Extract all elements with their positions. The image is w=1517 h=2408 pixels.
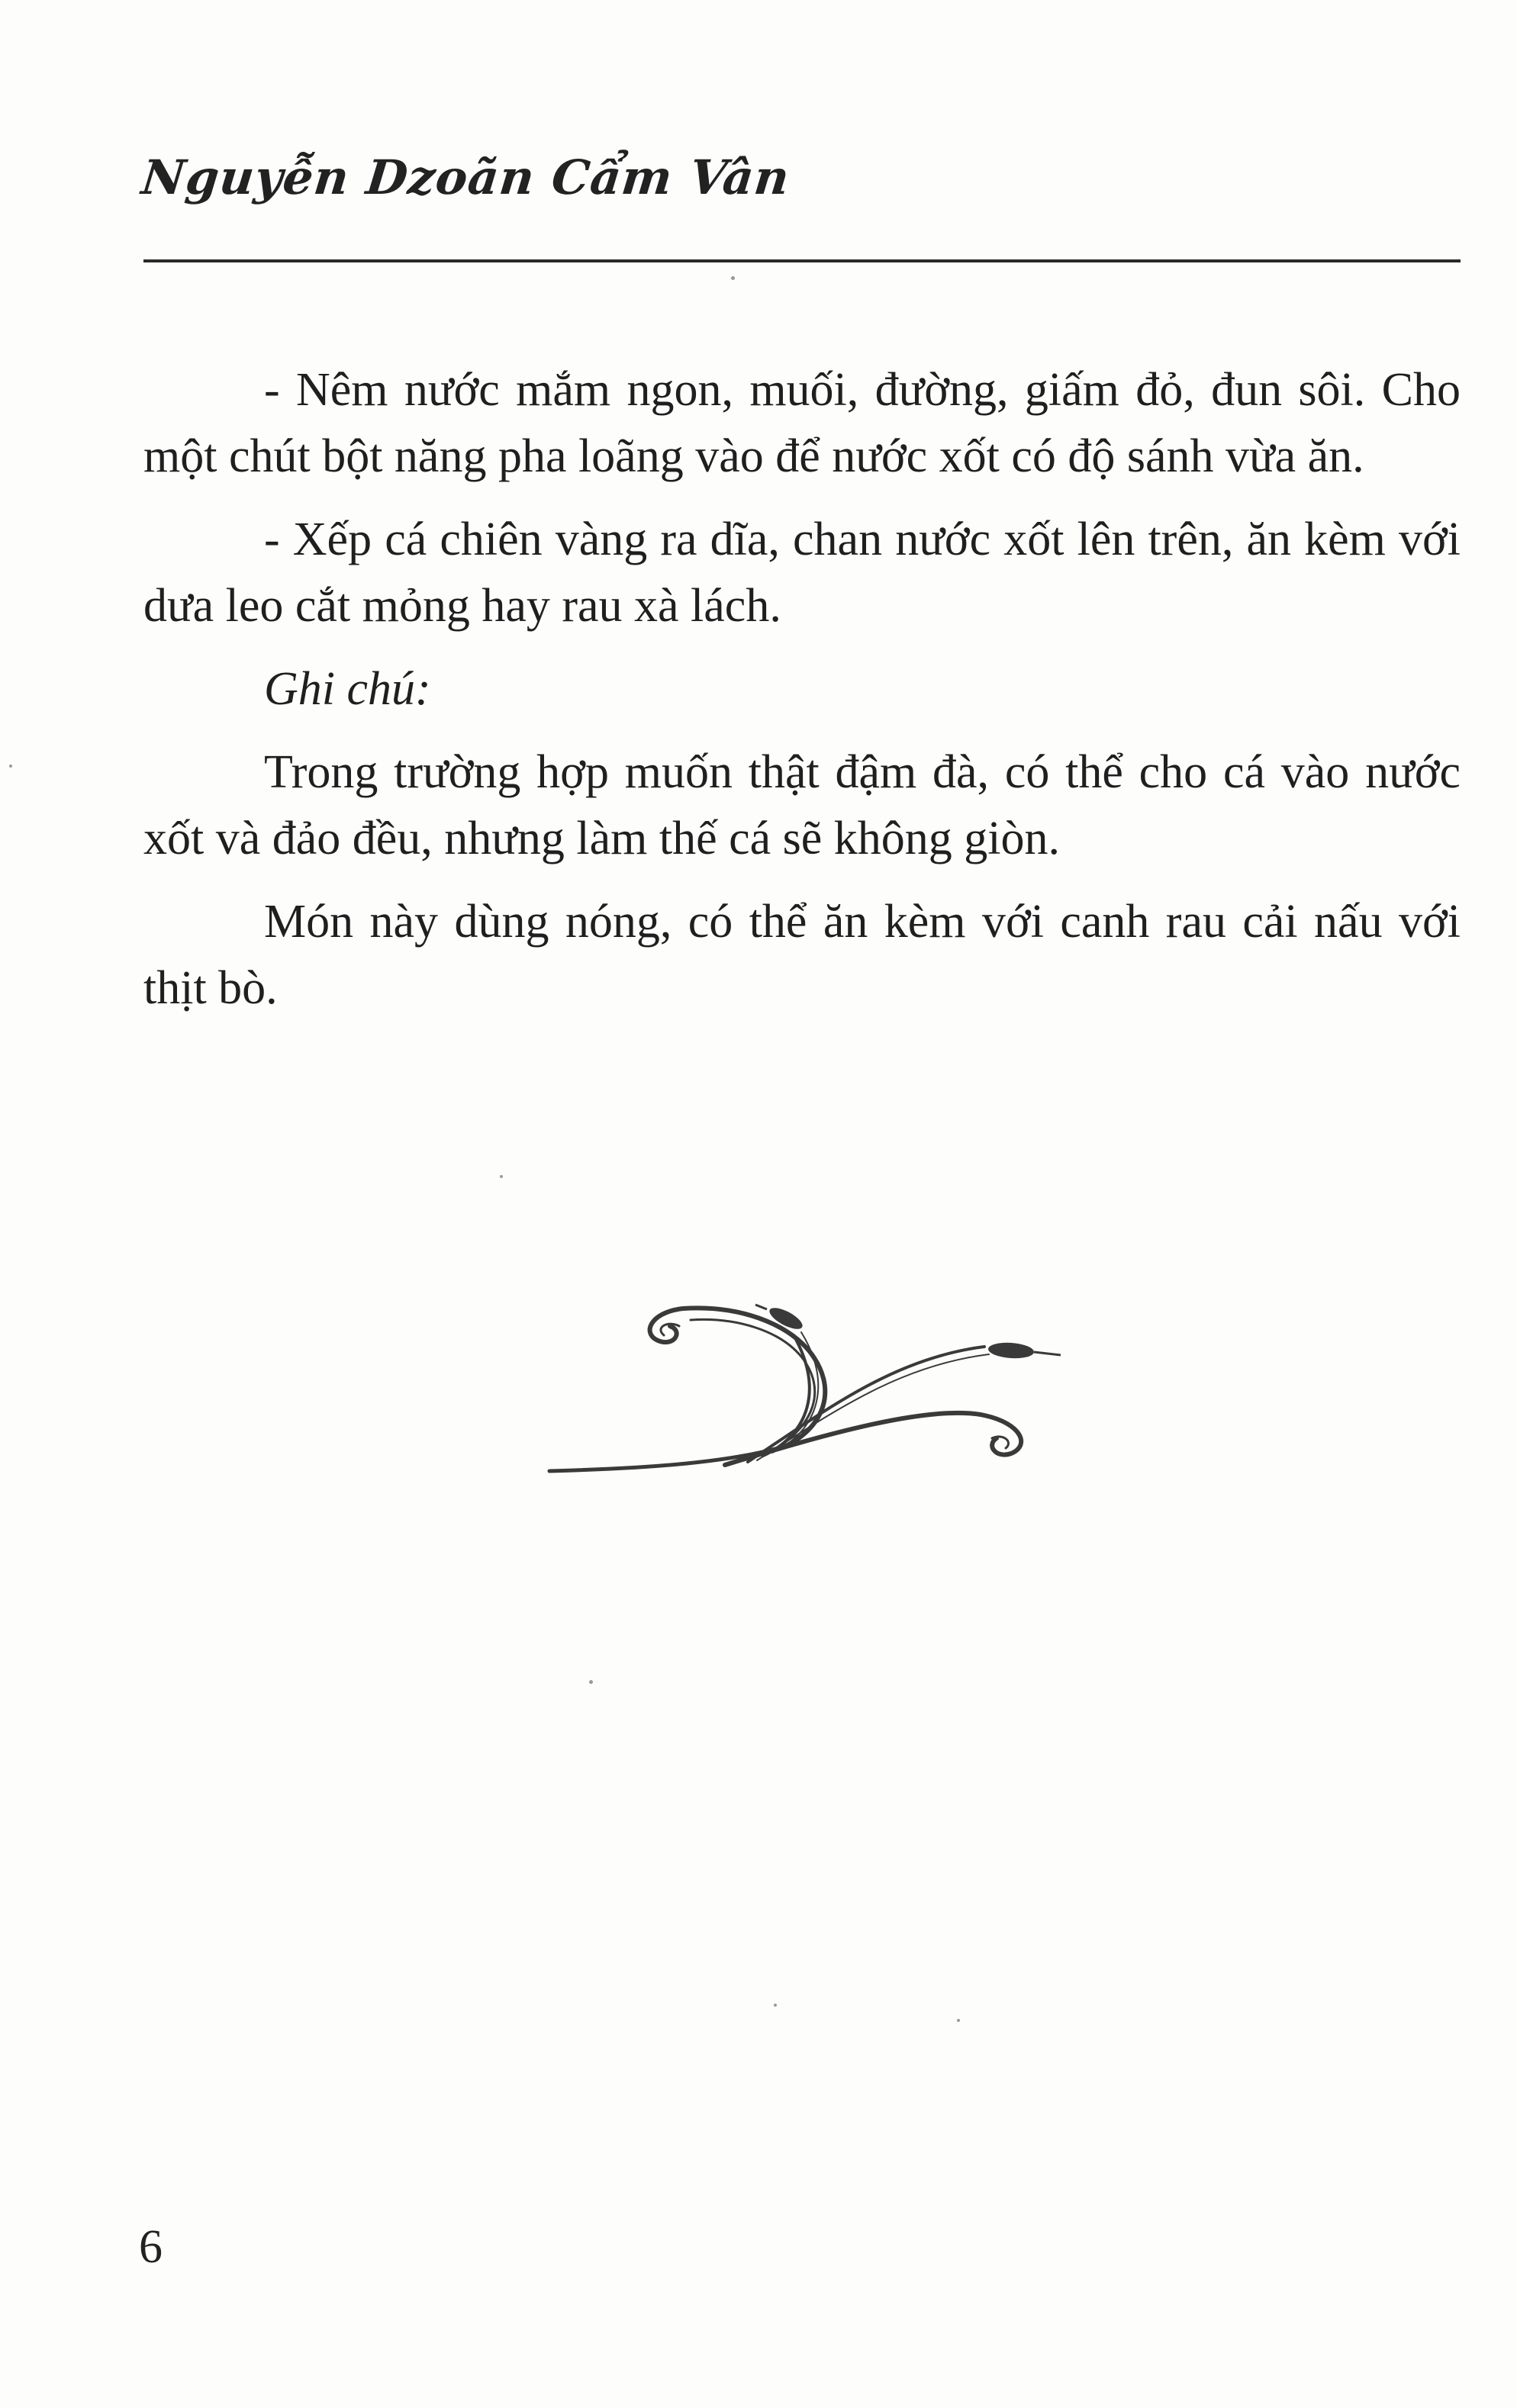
note-label: Ghi chú: [264, 663, 431, 715]
reed-flourish-icon [534, 1282, 1084, 1495]
paper-speck [589, 1680, 593, 1684]
paragraph-note-body: Trong trường hợp muốn thật đậm đà, có thể cho cá vào nước xốt và đảo đều, nhưng làm thế cá sẽ không giòn. [143, 746, 1461, 864]
header-rule [143, 259, 1461, 262]
paper-speck [957, 2019, 960, 2022]
paragraph-serving-note: Món này dùng nóng, có thể ăn kèm với canh rau cải nấu với thịt bò. [143, 896, 1461, 1014]
running-head-author: Nguyễn Dzoãn Cẩm Vân [139, 150, 793, 205]
paper-speck [731, 276, 735, 280]
paper-speck [774, 2004, 777, 2007]
page-number: 6 [139, 2221, 163, 2273]
body-text [143, 357, 1461, 1038]
paragraph-serving-step: - Xếp cá chiên vàng ra dĩa, chan nước xốt lên trên, ăn kèm với dưa leo cắt mỏng hay rau xà lách. [143, 513, 1461, 632]
paper-speck [9, 765, 12, 768]
paper-speck [500, 1175, 503, 1178]
paragraph-seasoning-step: - Nêm nước mắm ngon, muối, đường, giấm đỏ, đun sôi. Cho một chút bột năng pha loãng vào để nước xốt có độ sánh vừa ăn. [143, 364, 1461, 482]
